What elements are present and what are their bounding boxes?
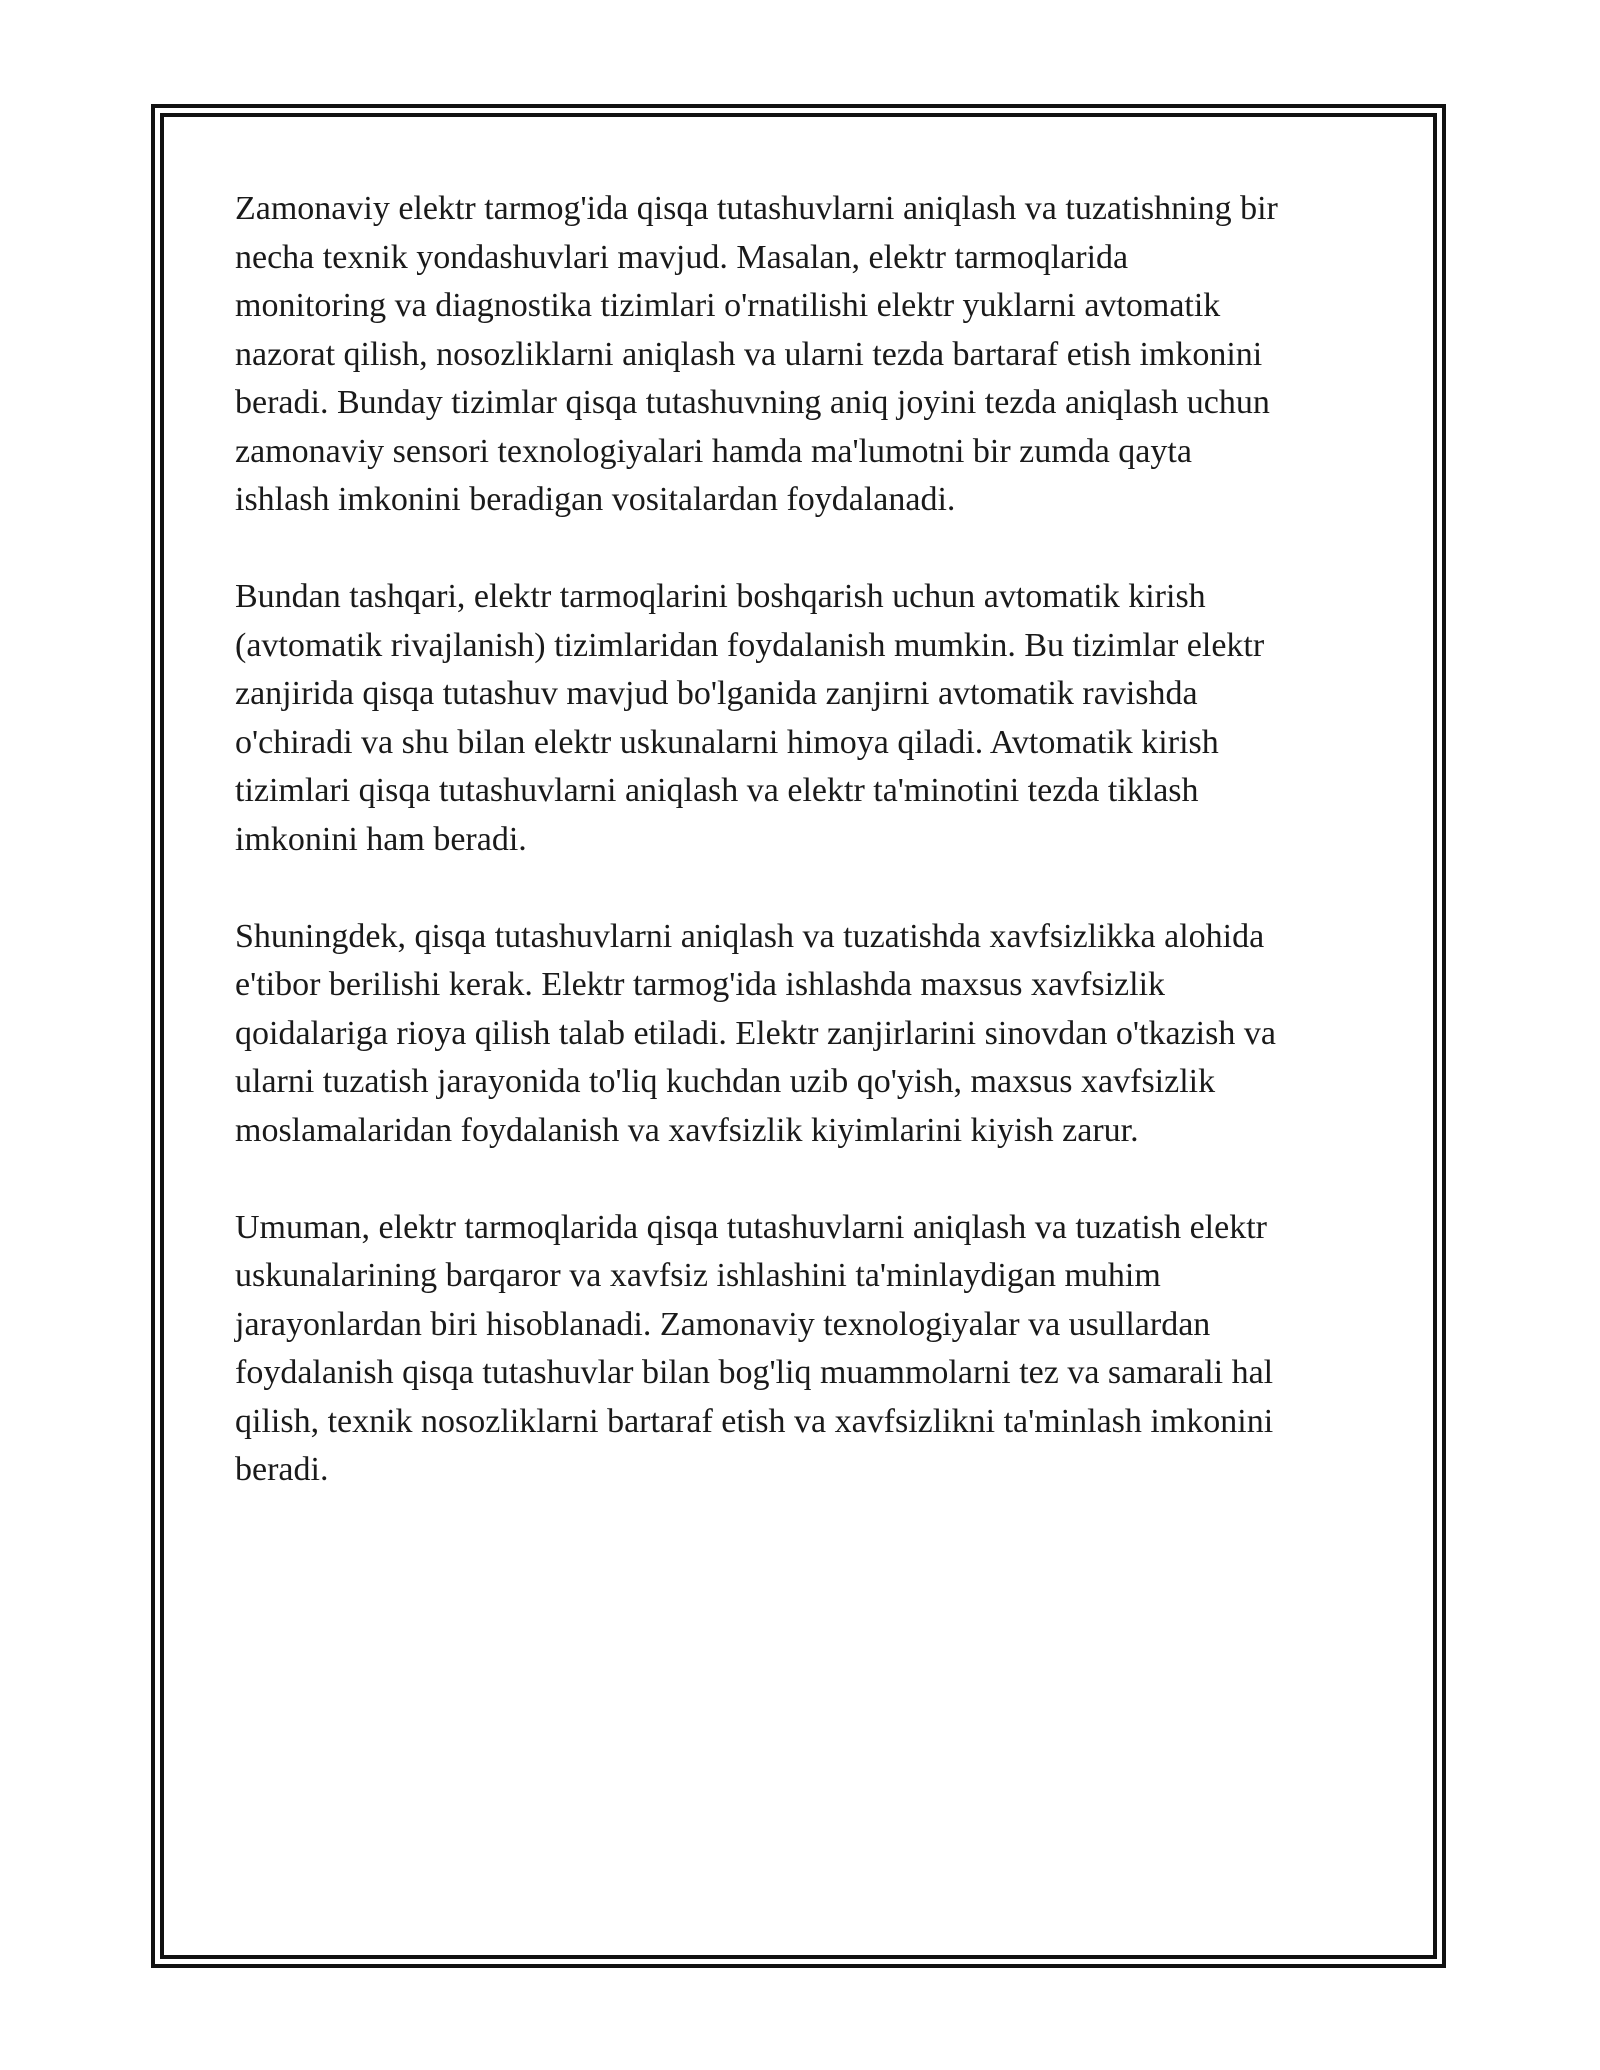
document-body — [235, 185, 1370, 1543]
paragraph-2: Bundan tashqari, elektr tarmoqlarini boshqarish uchun avtomatik kirish (avtomatik rivajlanish) tizimlaridan foydalanish mumkin. Bu tizimlar elektr zanjirida qisqa tutashuv mavjud bo'lganida zanjirni avtomatik ravishda o'chiradi va shu bilan elektr uskunalarni himoya qiladi. Avtomatik kirish tizimlari qisqa tutashuvlarni aniqlash va elektr ta'minotini tezda tiklash imkonini ham beradi. — [235, 578, 1265, 858]
paragraph-4: Umuman, elektr tarmoqlarida qisqa tutashuvlarni aniqlash va tuzatish elektr uskunalarining barqaror va xavfsiz ishlashini ta'minlaydigan muhim jarayonlardan biri hisoblanadi. Zamonaviy texnologiyalar va usullardan foydalanish qisqa tutashuvlar bilan bog'liq muammolarni tez va samarali hal qilish, texnik nosozliklarni bartaraf etish va xavfsizlikni ta'minlash imkonini beradi. — [235, 1208, 1274, 1488]
paragraph-3: Shuningdek, qisqa tutashuvlarni aniqlash va tuzatishda xavfsizlikka alohida e'tibor berilishi kerak. Elektr tarmog'ida ishlashda maxsus xavfsizlik qoidalariga rioya qilish talab etiladi. Elektr zanjirlarini sinovdan o'tkazish va ularni tuzatish jarayonida to'liq kuchdan uzib qo'yish, maxsus xavfsizlik moslamalaridan foydalanish va xavfsizlik kiyimlarini kiyish zarur. — [235, 917, 1276, 1149]
paragraph-1: Zamonaviy elektr tarmog'ida qisqa tutashuvlarni aniqlash va tuzatishning bir necha texnik yondashuvlari mavjud. Masalan, elektr tarmoqlarida monitoring va diagnostika tizimlari o'rnatilishi elektr yuklarni avtomatik nazorat qilish, nosozliklarni aniqlash va ularni tezda bartaraf etish imkonini beradi. Bunday tizimlar qisqa tutashuvning aniq joyini tezda aniqlash uchun zamonaviy sensori texnologiyalari hamda ma'lumotni bir zumda qayta ishlash imkonini beradigan vositalardan foydalanadi. — [235, 190, 1278, 518]
